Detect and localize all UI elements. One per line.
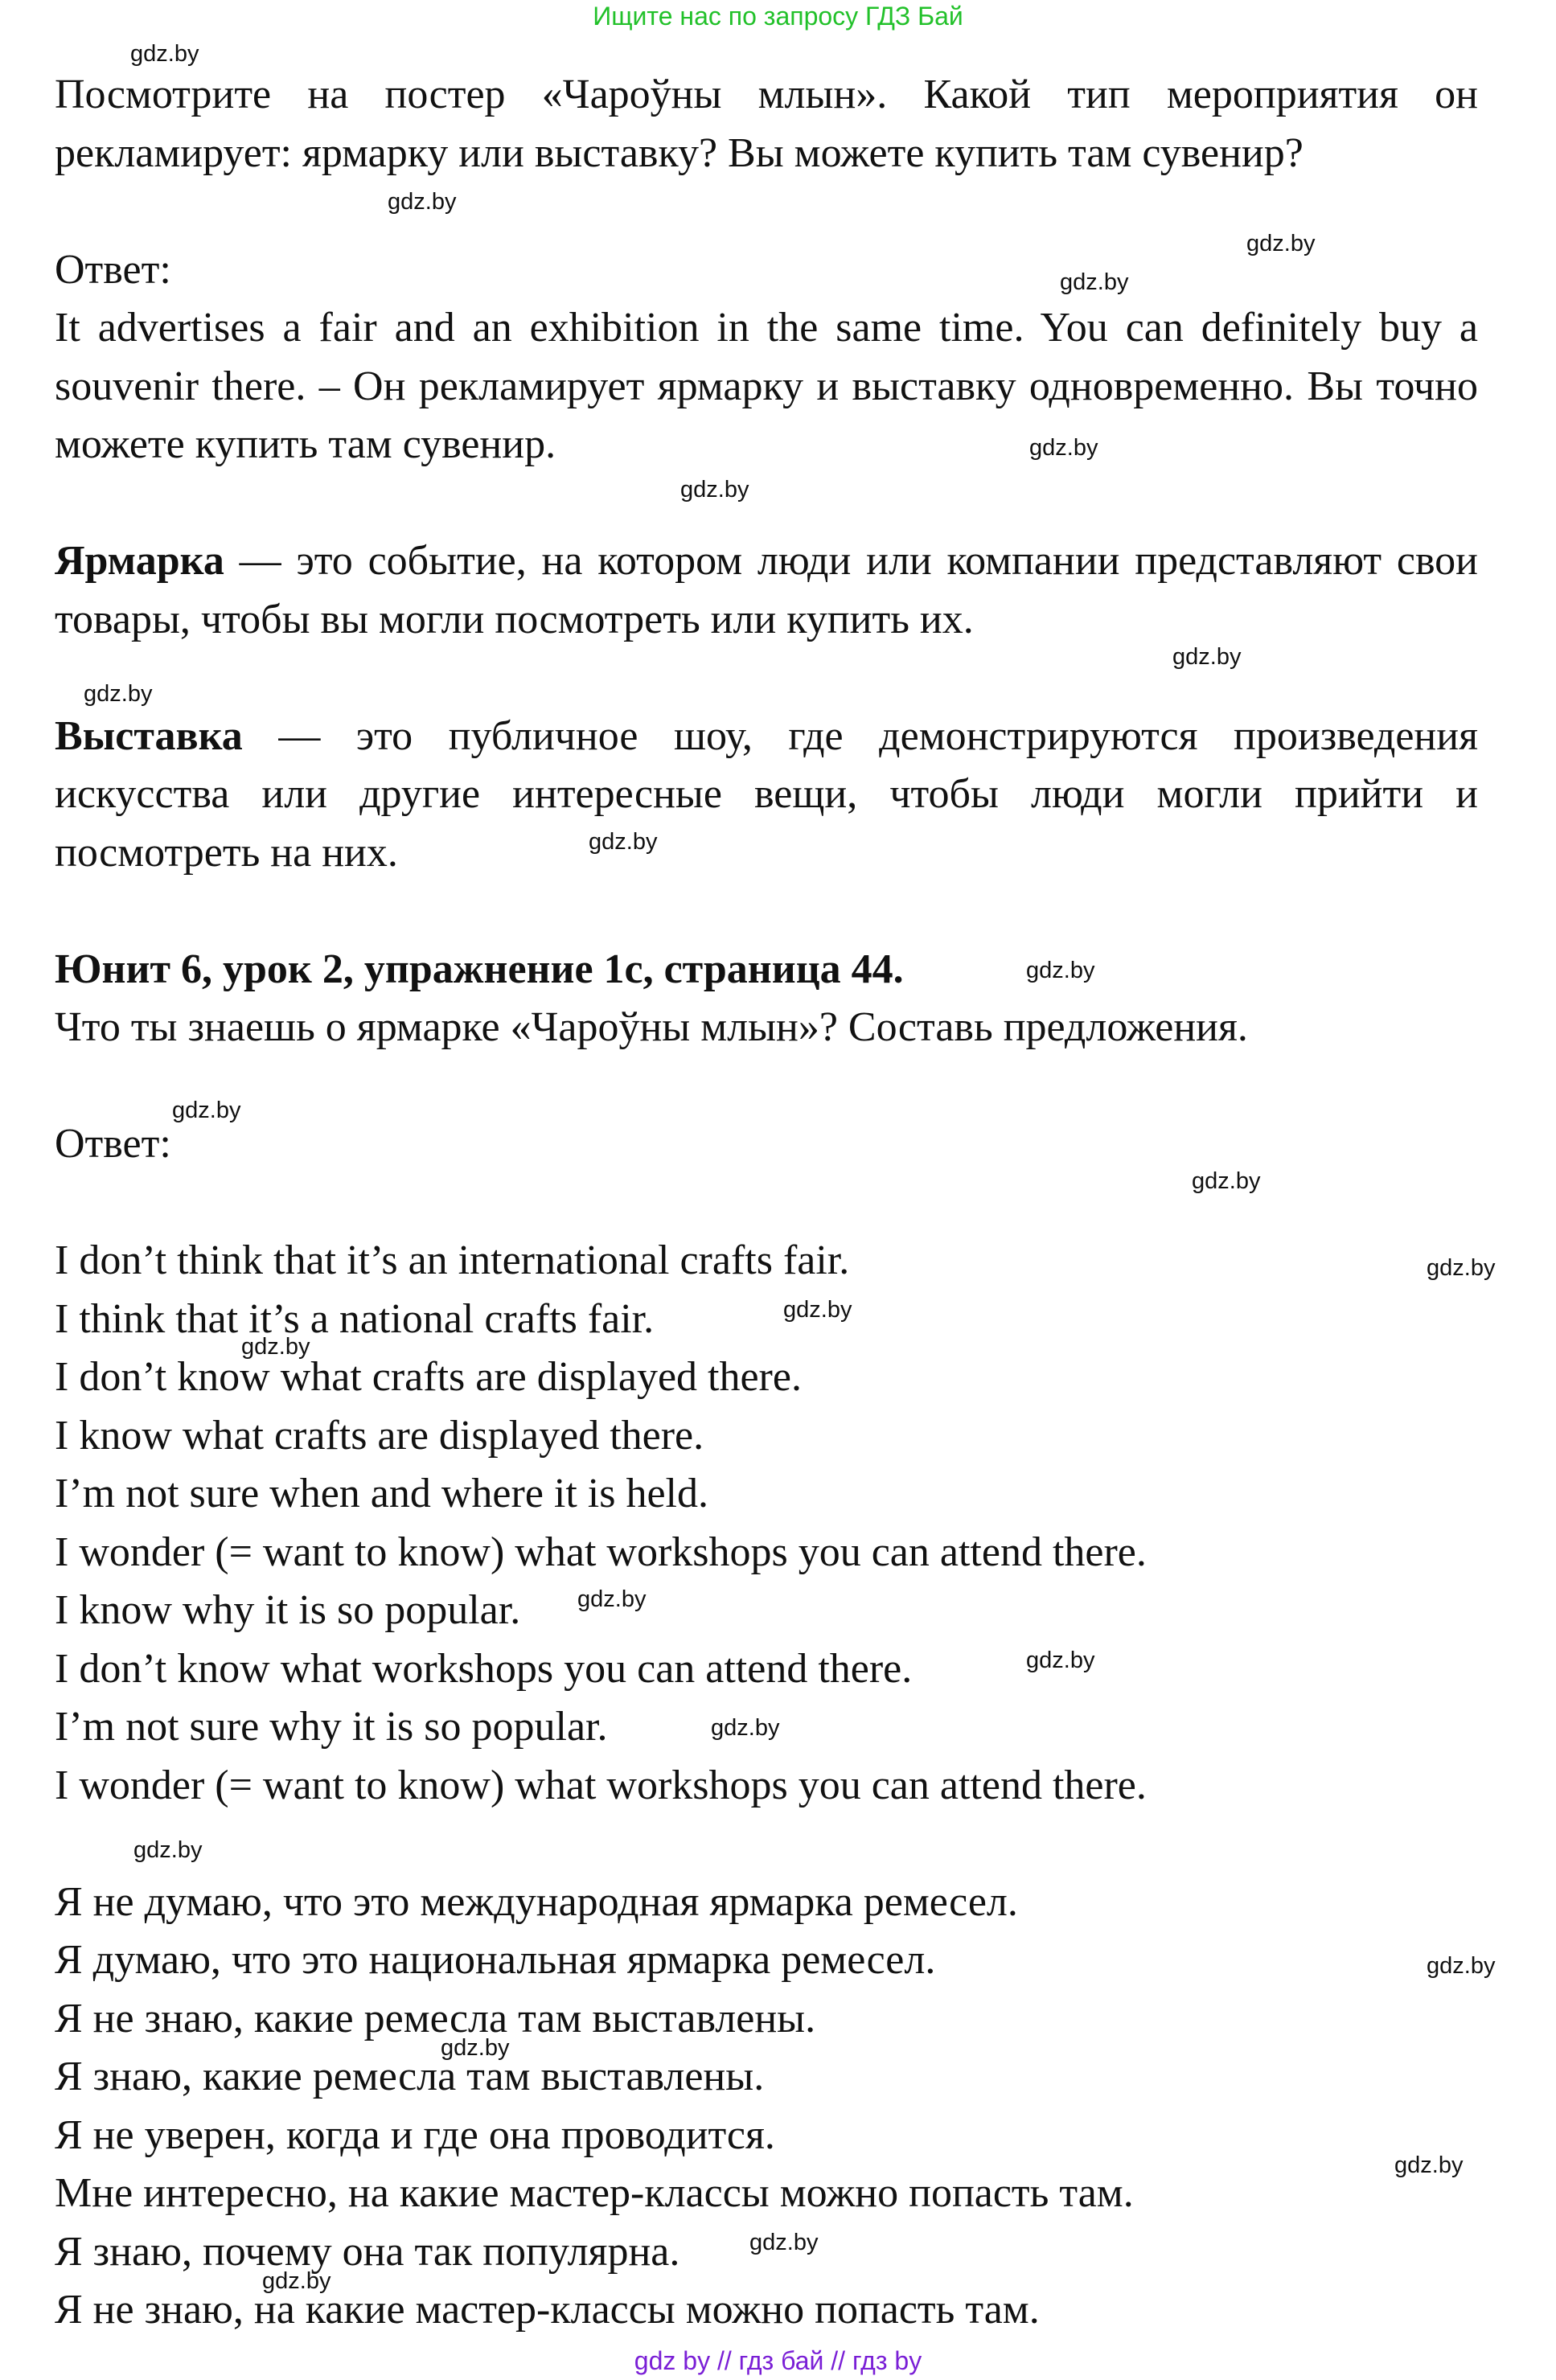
list-item: I don’t know what workshops you can attend there. bbox=[55, 1645, 913, 1692]
list-item: Я не знаю, на какие мастер-классы можно попасть там. bbox=[55, 2287, 1040, 2333]
answer-text: It advertises a fair and an exhibition in the same time. You can definitely buy a souvenir there. – Он рекламирует ярмарку и выставку одновременно. Вы точно можете купить там сувенир. bbox=[55, 305, 1478, 467]
footer-links[interactable]: gdz by // гдз бай // гдз by bbox=[634, 2346, 922, 2375]
watermark: gdz.by bbox=[1192, 1168, 1261, 1194]
question-text: Посмотрите на постер «Чароўны млын». Какой тип мероприятия он рекламирует: ярмарку или выставку? Вы можете купить там сувенир? bbox=[55, 72, 1478, 176]
watermark: gdz.by bbox=[172, 1098, 241, 1123]
exercise-heading: Юнит 6, урок 2, упражнение 1c, страница 44. bbox=[55, 946, 904, 992]
watermark: gdz.by bbox=[749, 2230, 819, 2255]
watermark: gdz.by bbox=[133, 1837, 203, 1863]
watermark: gdz.by bbox=[1029, 435, 1098, 461]
watermark: gdz.by bbox=[577, 1586, 647, 1612]
definition-exhibition-term: Выставка bbox=[55, 712, 243, 759]
watermark: gdz.by bbox=[84, 681, 153, 707]
list-item: I know what crafts are displayed there. bbox=[55, 1412, 704, 1459]
watermark: gdz.by bbox=[388, 189, 457, 215]
watermark: gdz.by bbox=[262, 2268, 331, 2294]
definition-exhibition bbox=[55, 708, 1478, 883]
definition-fair-text: — это событие, на котором люди или компании представляют свои товары, чтобы вы могли посмотреть или купить их. bbox=[55, 538, 1478, 642]
watermark: gdz.by bbox=[711, 1715, 780, 1741]
watermark: gdz.by bbox=[441, 2035, 510, 2061]
watermark: gdz.by bbox=[130, 41, 199, 67]
watermark: gdz.by bbox=[783, 1297, 852, 1323]
task-text: Что ты знаешь о ярмарке «Чароўны млын»? Составь предложения. bbox=[55, 1004, 1248, 1050]
list-item: I wonder (= want to know) what workshops you can attend there. bbox=[55, 1529, 1147, 1575]
list-item: I don’t know what crafts are displayed there. bbox=[55, 1354, 802, 1400]
watermark: gdz.by bbox=[1060, 269, 1129, 295]
definition-fair bbox=[55, 532, 1478, 649]
answer-label: Ответ: bbox=[55, 246, 171, 293]
watermark: gdz.by bbox=[1427, 1255, 1496, 1281]
watermark: gdz.by bbox=[1394, 2152, 1464, 2178]
watermark: gdz.by bbox=[680, 477, 749, 503]
list-item: Я знаю, почему она так популярна. bbox=[55, 2228, 680, 2275]
list-item: Я не знаю, какие ремесла там выставлены. bbox=[55, 1995, 816, 2041]
list-item: I don’t think that it’s an international crafts fair. bbox=[55, 1237, 850, 1283]
watermark: gdz.by bbox=[1026, 1648, 1095, 1673]
list-item: Мне интересно, на какие мастер-классы можно попасть там. bbox=[55, 2170, 1134, 2216]
list-item: Я думаю, что это национальная ярмарка ремесел. bbox=[55, 1937, 936, 1983]
watermark: gdz.by bbox=[589, 829, 658, 855]
list-item: Я не уверен, когда и где она проводится. bbox=[55, 2111, 775, 2158]
document-body bbox=[55, 66, 1478, 2340]
list-item: I’m not sure why it is so popular. bbox=[55, 1704, 608, 1750]
top-banner-link[interactable]: Ищите нас по запросу ГДЗ Бай bbox=[593, 2, 963, 31]
list-item: I think that it’s a national crafts fair. bbox=[55, 1295, 655, 1342]
watermark: gdz.by bbox=[1172, 644, 1242, 670]
watermark: gdz.by bbox=[1427, 1953, 1496, 1979]
definition-fair-term: Ярмарка bbox=[55, 538, 224, 584]
list-item: Я знаю, какие ремесла там выставлены. bbox=[55, 2054, 765, 2099]
definition-exhibition-text: — это публичное шоу, где демонстрируются произведения искусства или другие интересные вещи, чтобы люди могли прийти и посмотреть на них. bbox=[55, 712, 1478, 876]
list-item: I wonder (= want to know) what workshops you can attend there. bbox=[55, 1762, 1147, 1808]
list-item: I’m not sure when and where it is held. bbox=[55, 1471, 709, 1516]
list-item: Я не думаю, что это международная ярмарка ремесел. bbox=[55, 1878, 1018, 1925]
answer-label-2: Ответ: bbox=[55, 1121, 171, 1167]
watermark: gdz.by bbox=[1246, 231, 1316, 256]
watermark: gdz.by bbox=[1026, 958, 1095, 983]
list-item: I know why it is so popular. bbox=[55, 1587, 521, 1633]
watermark: gdz.by bbox=[241, 1334, 310, 1360]
